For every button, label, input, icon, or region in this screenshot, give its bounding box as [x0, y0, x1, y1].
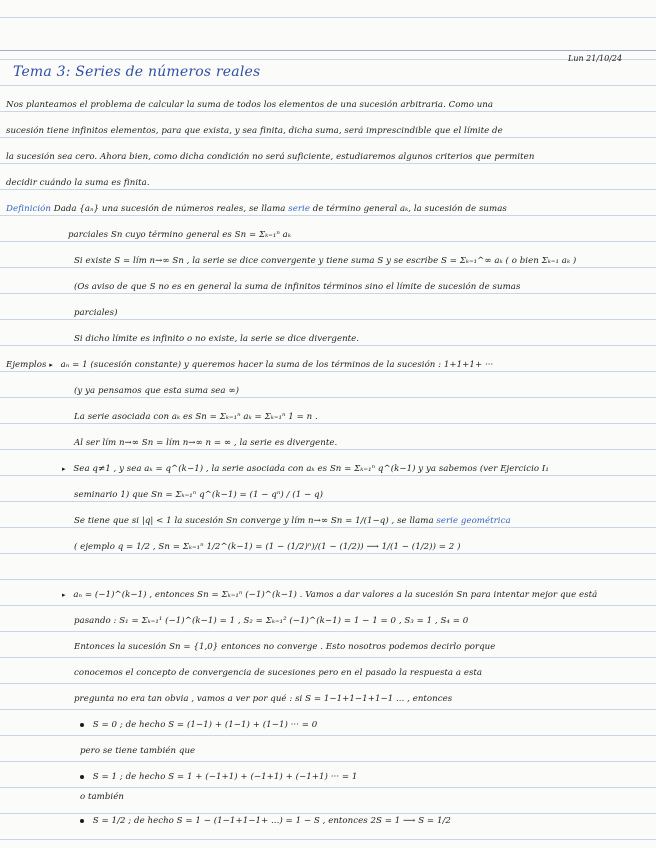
intro-line: Nos planteamos el problema de calcular la suma de todos los elementos de una sucesión arbitraria. Como una	[6, 100, 494, 110]
definition-line: Si existe S = lím n→∞ Sn , la serie se dice convergente y tiene suma S y se escribe S = Σₖ₌₁^∞ aₖ ( o bien Σₖ₌₁ aₖ )	[74, 256, 577, 266]
term-serie-geometrica: serie geométrica	[436, 516, 511, 526]
list-item-text: S = 1/2 ; de hecho S = 1 − (1−1+1−1+ ...) = 1 − S , entonces 2S = 1 ⟶ S = 1/2	[92, 816, 451, 826]
example-line: (y ya pensamos que esta suma sea ∞)	[74, 386, 239, 396]
example-text: aₙ = 1 (sucesión constante) y queremos hacer la suma de los términos de la sucesión : 1+1+1+ ···	[60, 360, 494, 370]
intro-line: decidir cuándo la suma es finita.	[6, 178, 150, 188]
page-title: Tema 3: Series de números reales	[13, 64, 261, 80]
intro-line: sucesión tiene infinitos elementos, para que exista, y sea finita, dicha suma, será imprescindible que el límite de	[6, 126, 503, 136]
list-item-text: S = 1 ; de hecho S = 1 + (−1+1) + (−1+1) + (−1+1) ··· = 1	[92, 772, 358, 782]
list-item	[80, 816, 451, 826]
example-line: ( ejemplo q = 1/2 , Sn = Σₖ₌₁ⁿ 1/2^(k−1) = (1 − (1/2)ⁿ)/(1 − (1/2)) ⟶ 1/(1 − (1/2)) = 2 )	[74, 542, 461, 552]
example-line: pasando : S₁ = Σₖ₌₁¹ (−1)^(k−1) = 1 , S₂ = Σₖ₌₁² (−1)^(k−1) = 1 − 1 = 0 , S₃ = 1 , S₄ = 0	[74, 616, 469, 626]
example-line: Entonces la sucesión Sn = {1,0} entonces no converge . Esto nosotros podemos decirlo porque	[74, 642, 496, 652]
bullet-dot-icon	[80, 723, 84, 727]
bullet-arrow-icon: ▸	[62, 465, 66, 473]
example-line: La serie asociada con aₖ es Sn = Σₖ₌₁ⁿ aₖ = Σₖ₌₁ⁿ 1 = n .	[74, 412, 318, 422]
list-item	[80, 720, 317, 730]
example-line	[62, 464, 549, 474]
definition-line: parciales)	[74, 308, 118, 318]
example-text: Se tiene que si |q| < 1 la sucesión Sn converge y lím n→∞ Sn = 1/(1−q) , se llama	[74, 516, 434, 526]
bullet-arrow-icon: ▸	[62, 591, 66, 599]
intro-line: la sucesión sea cero. Ahora bien, como dicha condición no será suficiente, estudiaremos algunos criterios que permiten	[6, 152, 535, 162]
definition-label: Definición	[6, 204, 51, 214]
header-rule	[0, 50, 656, 51]
example-line	[74, 516, 511, 526]
definition-line: parciales Sn cuyo término general es Sn = Σₖ₌₁ⁿ aₖ	[68, 230, 292, 240]
example-line: pregunta no era tan obvia , vamos a ver por qué : si S = 1−1+1−1+1−1 ... , entonces	[74, 694, 453, 704]
examples-label: Ejemplos	[6, 360, 47, 370]
definition-line: (Os aviso de que S no es en general la suma de infinitos términos sino el límite de sucesión de sumas	[74, 282, 521, 292]
example-line: o también	[80, 792, 124, 802]
list-item-text: S = 0 ; de hecho S = (1−1) + (1−1) + (1−1) ··· = 0	[92, 720, 318, 730]
bullet-arrow-icon: ▸	[49, 361, 53, 369]
list-item	[80, 772, 357, 782]
definition-text: Dada {aₙ} una sucesión de números reales, se llama	[53, 204, 286, 214]
example-line: seminario 1) que Sn = Σₖ₌₁ⁿ q^(k−1) = (1 − qⁿ) / (1 − q)	[74, 490, 323, 500]
example-line: pero se tiene también que	[80, 746, 196, 756]
example-text: Sea q≠1 , y sea aₖ = q^(k−1) , la serie asociada con aₖ es Sn = Σₖ₌₁ⁿ q^(k−1) y ya sabemos (ver Ejercicio I₁	[73, 464, 549, 474]
example-text: aₙ = (−1)^(k−1) , entonces Sn = Σₖ₌₁ⁿ (−1)^(k−1) . Vamos a dar valores a la sucesión Sn para intentar mejor que está	[73, 590, 598, 600]
definition-text: de término general aₖ, la sucesión de sumas	[312, 204, 507, 214]
definition-line	[6, 204, 507, 214]
example-line: conocemos el concepto de convergencia de sucesiones pero en el pasado la respuesta a esta	[74, 668, 483, 678]
example-line: Al ser lím n→∞ Sn = lím n→∞ n = ∞ , la serie es divergente.	[74, 438, 338, 448]
date: Lun 21/10/24	[568, 54, 623, 63]
definition-line: Si dicho límite es infinito o no existe, la serie se dice divergente.	[74, 334, 360, 344]
bullet-dot-icon	[80, 819, 84, 823]
example-line	[62, 590, 597, 600]
example-line	[6, 360, 493, 370]
term-serie: serie	[288, 204, 310, 214]
bullet-dot-icon	[80, 775, 84, 779]
